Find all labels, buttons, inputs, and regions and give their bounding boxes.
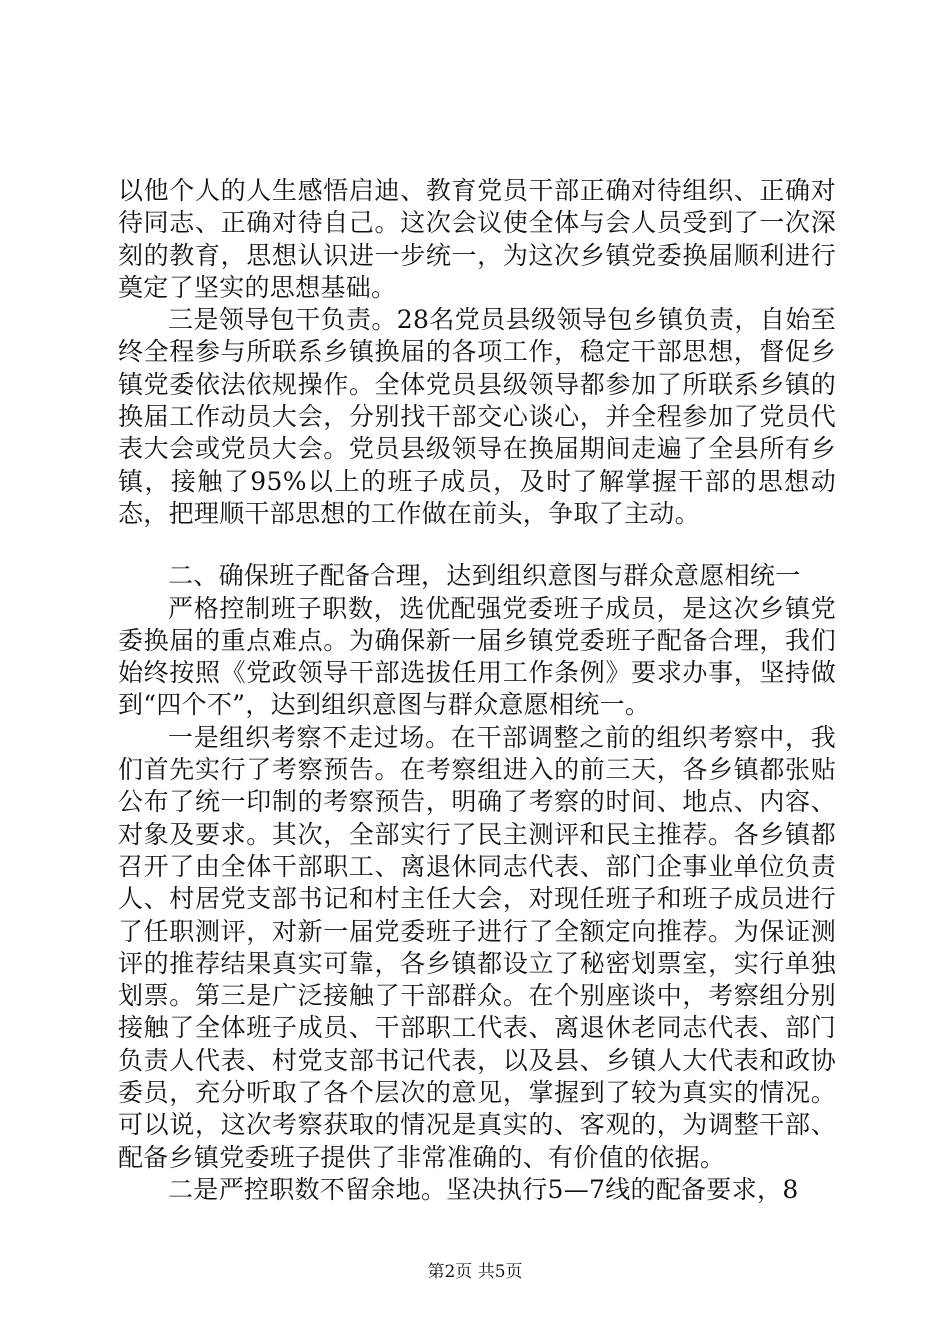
section-heading: 二、确保班子配备合理，达到组织意图与群众意愿相统一 [168,561,801,591]
paragraph-position-control: 二是严控职数不留余地。坚决执行5—7线的配备要求，8 [168,1174,799,1204]
document-body [118,175,836,1206]
paragraph-organizational-inspection: 一是组织考察不走过场。在干部调整之前的组织考察中，我们首先实行了考察预告。在考察组进入的前三天，各乡镇都张贴公布了统一印制的考察预告，明确了考察的时间、地点、内容、对象及要求。其次，全部实行了民主测评和民主推荐。各乡镇都召开了由全体干部职工、离退休同志代表、部门企事业单位负责人、村居党支部书记和村主任大会，对现任班子和班子成员进行了任职测评，对新一届党委班子进行了全额定向推荐。为保证测评的推荐结果真实可靠，各乡镇都设立了秘密划票室，实行单独划票。第三是广泛接触了干部群众。在个别座谈中，考察组分别接触了全体班子成员、干部职工代表、离退休老同志代表、部门负责人代表、村党支部书记代表，以及县、乡镇人大代表和政协委员，充分听取了各个层次的意见，掌握到了较为真实的情况。可以说，这次考察获取的情况是真实的、客观的，为调整干部、配备乡镇党委班子提供了非常准确的、有价值的依据。 [118,722,836,1172]
paragraph-leader-responsibility: 三是领导包干负责。28名党员县级领导包乡镇负责，自始至终全程参与所联系乡镇换届的各项工作，稳定干部思想，督促乡镇党委依法依规操作。全体党员县级领导都参加了所联系乡镇的换届工作动员大会，分别找干部交心谈心，并全程参加了党员代表大会或党员大会。党员县级领导在换届期间走遍了全县所有乡镇，接触了95%以上的班子成员，及时了解掌握干部的思想动态，把理顺干部思想的工作做在前头，争取了主动。 [118,305,836,528]
page-number: 第2页 共5页 [427,1262,523,1282]
paragraph-continuation: 以他个人的人生感悟启迪、教育党员干部正确对待组织、正确对待同志、正确对待自己。这次会议使全体与会人员受到了一次深刻的教育，思想认识进一步统一，为这次乡镇党委换届顺利进行奠定了坚实的思想基础。 [118,176,836,302]
paragraph-section-intro: 严格控制班子职数，选优配强党委班子成员，是这次乡镇党委换届的重点难点。为确保新一届乡镇党委班子配备合理，我们始终按照《党政领导干部选拔任用工作条例》要求办事，坚持做到“四个不”，达到组织意图与群众意愿相统一。 [118,593,836,720]
